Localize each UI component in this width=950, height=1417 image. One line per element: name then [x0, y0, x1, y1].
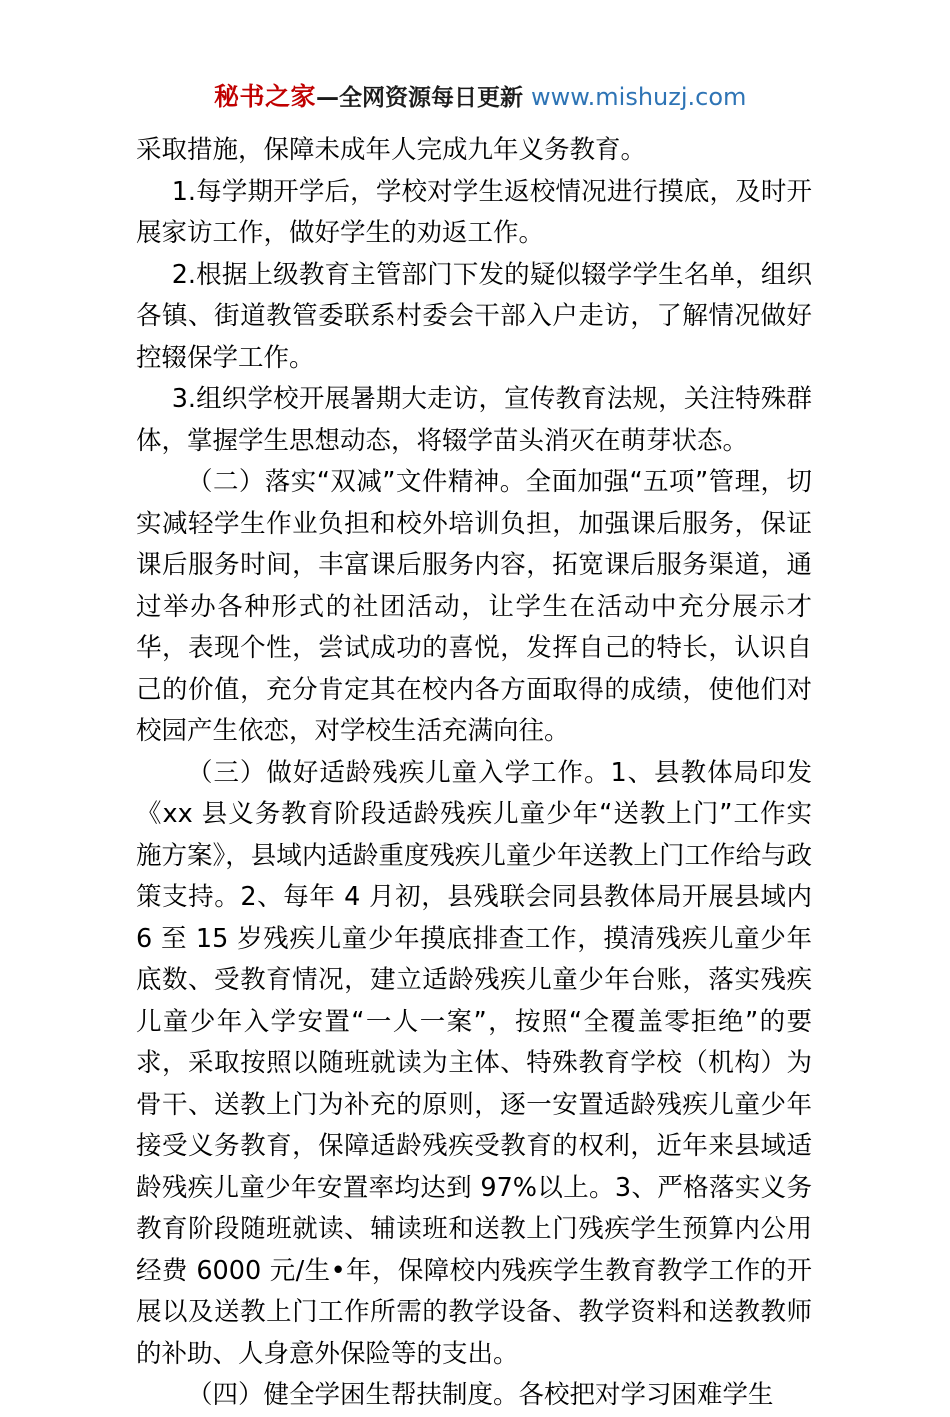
watermark-brand: 秘书之家 [214, 82, 317, 111]
paragraph-2: 1.每学期开学后，学校对学生返校情况进行摸底，及时开展家访工作，做好学生的劝返工作。 [136, 176, 812, 248]
paragraph-4: 3.组织学校开展暑期大走访，宣传教育法规，关注特殊群体，掌握学生思想动态，将辍学苗头消灭在萌芽状态。 [136, 384, 812, 456]
paragraph-1: 采取措施，保障未成年人完成九年义务教育。 [136, 135, 647, 165]
paragraph-7: （四）健全学困生帮扶制度。各校把对学习困难学生 [187, 1380, 774, 1410]
watermark-url[interactable]: www.mishuzj.com [530, 83, 747, 111]
paragraph-5: （二）落实“双减”文件精神。全面加强“五项”管理，切实减轻学生作业负担和校外培训负担，加强课后服务，保证课后服务时间，丰富课后服务内容，拓宽课后服务渠道，通过举办各种形式的社团活动，让学生在活动中充分展示才华，表现个性，尝试成功的喜悦，发挥自己的特长，认识自己的价值，充分肯定其在校内各方面取得的成绩，使他们对校园产生依恋，对学校生活充满向往。 [136, 467, 812, 746]
document-body [136, 130, 812, 1417]
watermark-tagline: —全网资源每日更新 [316, 85, 524, 111]
paragraph-3: 2.根据上级教育主管部门下发的疑似辍学学生名单，组织各镇、街道教管委联系村委会干部入户走访，了解情况做好控辍保学工作。 [136, 259, 812, 373]
site-watermark [214, 84, 746, 110]
paragraph-6: （三）做好适龄残疾儿童入学工作。1、县教体局印发《xx 县义务教育阶段适龄残疾儿童少年“送教上门”工作实施方案》，县域内适龄重度残疾儿童少年送教上门工作给与政策支持。2、每年 4 月初，县残联会同县教体局开展县域内 6 至 15 岁残疾儿童少年摸底排查工作，摸清残疾儿童少年底数、受教育情况，建立适龄残疾儿童少年台账，落实残疾儿童少年入学安置“一人一案”，按照“全覆盖零拒绝”的要求，采取按照以随班就读为主体、特殊教育学校（机构）为骨干、送教上门为补充的原则，逐一安置适龄残疾儿童少年接受义务教育，保障适龄残疾受教育的权利，近年来县域适龄残疾儿童少年安置率均达到 97%以上。3、严格落实义务教育阶段随班就读、辅读班和送教上门残疾学生预算内公用经费 6000 元/生•年，保障校内残疾学生教育教学工作的开展以及送教上门工作所需的教学设备、教学资料和送教教师的补助、人身意外保险等的支出。 [136, 757, 812, 1369]
